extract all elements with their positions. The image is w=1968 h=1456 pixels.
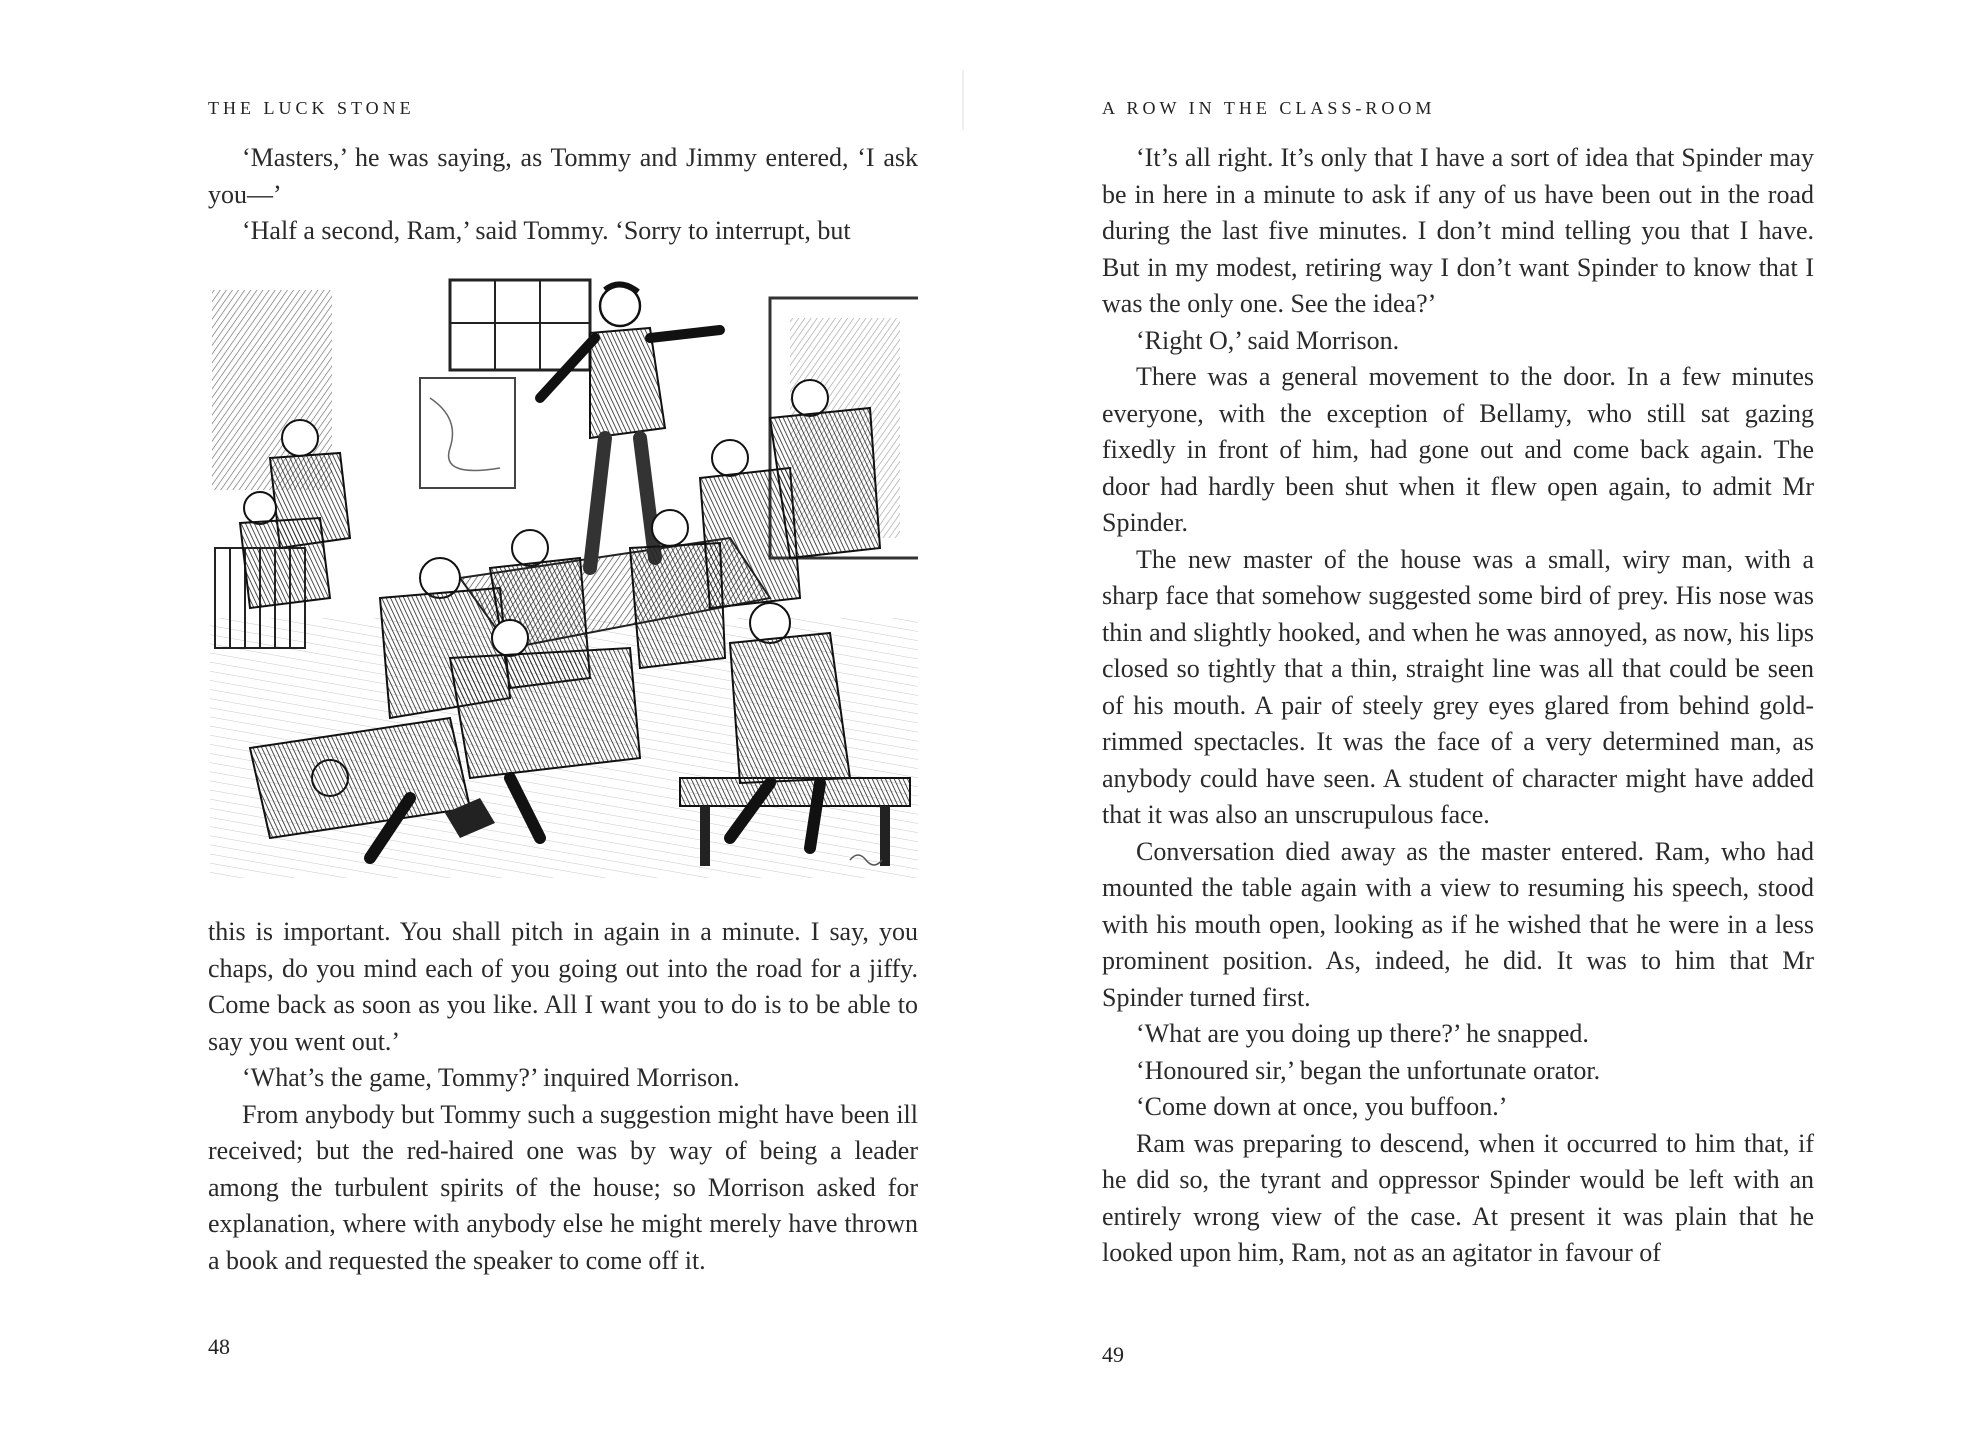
paragraph: ‘Half a second, Ram,’ said Tommy. ‘Sorry to interrupt, but: [242, 216, 851, 245]
paragraph: ‘Honoured sir,’ began the unfortunate orator.: [1136, 1055, 1601, 1085]
gutter-shadow: [962, 70, 964, 130]
paragraph: The new master of the house was a small, wiry man, with a sharp face that somehow suggested some bird of prey. His nose was thin and slightly hooked, and when he was annoyed, as now, his lips closed so tightly that a thin, straight line was all that could be seen of his mouth. A pair of steely grey eyes glared from behind gold-rimmed spectacles. It was the face of a very determined man, as anybody could have seen. A student of character might have added that it was also an unscrupulous face.: [1102, 544, 1814, 829]
paragraph: ‘What are you doing up there?’ he snapped.: [1136, 1019, 1589, 1048]
paragraph: ‘It’s all right. It’s only that I have a sort of idea that Spinder may be in here in a minute to ask if any of us have been out in the road during the last five minutes. I don’t mind telling you that I have. But in my modest, retiring way I don’t want Spinder to know that I was the only one. See the idea?’: [1102, 143, 1814, 318]
paragraph: ‘Masters,’ he was saying, as Tommy and Jimmy entered, ‘I ask you—’: [208, 143, 918, 209]
paragraph: Conversation died away as the master entered. Ram, who had mounted the table again with a view to resuming his speech, stood with his mouth open, looking as if he wished that he were in a less prominent position. As, indeed, he did. It was to him that Mr Spinder turned first.: [1102, 836, 1814, 1012]
paragraph: ‘Come down at once, you buffoon.’: [1136, 1092, 1508, 1121]
paragraph: ‘What’s the game, Tommy?’ inquired Morrison.: [242, 1063, 740, 1092]
running-head-left: THE LUCK STONE: [208, 98, 415, 118]
paragraph: Ram was preparing to descend, when it occurred to him that, if he did so, the tyrant and oppressor Spinder would be left with an entirely wrong view of the case. At present it was plain that he looked upon him, Ram, not as an agitator in favour of: [1102, 1128, 1814, 1267]
left-page: [208, 0, 918, 1456]
page-number-left: 48: [208, 1334, 230, 1359]
page-number-right: 49: [1102, 1342, 1124, 1367]
paragraph: There was a general movement to the door. In a few minutes everyone, with the exception of Bellamy, who still sat gazing fixedly in front of him, had gone out and come back again. The door had hardly been shut when it flew open again, to admit Mr Spinder.: [1102, 362, 1814, 537]
paragraph: From anybody but Tommy such a suggestion might have been ill received; but the red-haired one was by way of being a leader among the turbulent spirits of the house; so Morrison asked for explanation, where with anybody else he might merely have thrown a book and requested the speaker to come off it.: [208, 1099, 918, 1275]
running-head-right: A ROW IN THE CLASS-ROOM: [1102, 98, 1436, 118]
right-text: [1102, 140, 1814, 1272]
left-text-bottom: [208, 914, 918, 1279]
paragraph: this is important. You shall pitch in again in a minute. I say, you chaps, do you mind each of you going out into the road for a jiffy. Come back as soon as you like. All I want you to do is to be able to say you went out.’: [208, 917, 918, 1056]
left-text-top: [208, 140, 918, 250]
classroom-illustration: [210, 278, 918, 878]
paragraph: ‘Right O,’ said Morrison.: [1136, 325, 1400, 355]
right-page: [1102, 0, 1814, 1456]
